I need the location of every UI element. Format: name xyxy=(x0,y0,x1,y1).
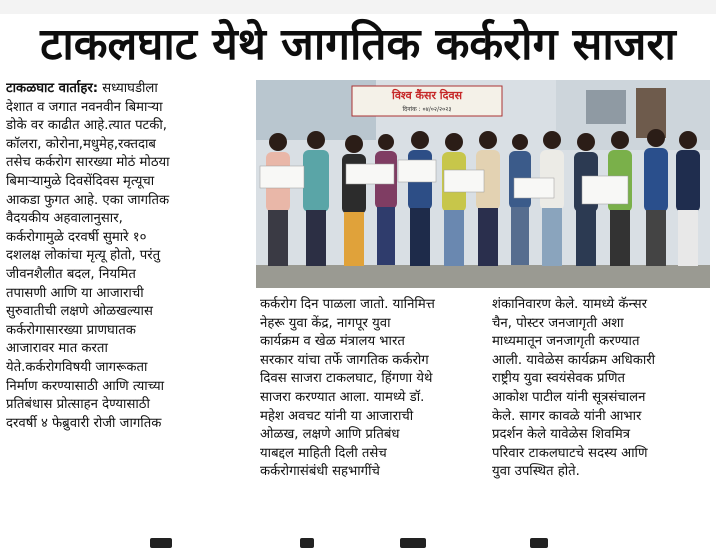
article-line: जीवनशैलीत बदल, नियमित xyxy=(6,266,136,282)
article-column-3 xyxy=(492,296,708,482)
article-line: देशात व जगात नवनवीन बिमाऱ्या xyxy=(6,99,163,115)
article-line: कर्करोगासारख्या प्राणघातक xyxy=(6,322,136,338)
article-line: साजरा करण्यात आला. यामध्ये डॉ. xyxy=(260,389,425,405)
banner-date: दिनांक : ०४/०२/२०२३ xyxy=(402,106,452,113)
article-line: महेश अवचट यांनी या आजाराची xyxy=(260,408,414,424)
headline: टाकलघाट येथे जागतिक कर्करोग साजरा xyxy=(40,19,676,70)
article-line: डोके वर काढीत आहे.त्यात पटकी, xyxy=(6,118,167,134)
article-line: प्रदर्शन केले यावेळेस शिवमित्र xyxy=(492,427,631,443)
article-line: दशलक्ष लोकांचा मृत्यू होतो, परंतु xyxy=(6,248,161,264)
dateline: टाकळघाट वार्ताहर: xyxy=(6,81,99,96)
article-line: दिवस साजरा टाकलघाट, हिंगणा येथे xyxy=(260,371,433,387)
banner-title: विश्व कैंसर दिवस xyxy=(391,89,463,102)
article-line: कार्यक्रम व खेळ मंत्रालय भारत xyxy=(260,334,405,350)
article-line: परिवार टाकलघाटचे सदस्य आणि xyxy=(492,445,648,461)
article-column-1 xyxy=(6,80,252,433)
article-line: वैदयकीय अहवालानुसार, xyxy=(6,211,123,227)
article-line: केले. सागर कावळे यांनी आभार xyxy=(492,408,642,424)
article-line: तसेच कर्करोग सारख्या मोठं मोठया xyxy=(6,155,170,171)
article-line: आली. यावेळेस कार्यक्रम अधिकारी xyxy=(492,352,656,368)
article-line: कर्करोगासंबंधी सहभागींचे xyxy=(260,464,380,480)
event-photo xyxy=(256,80,710,288)
article-line: येते.कर्करोगविषयी जागरूकता xyxy=(6,359,148,375)
article-line: युवा उपस्थित होते. xyxy=(492,464,580,480)
article-line: सरकार यांचा तर्फे जागतिक कर्करोग xyxy=(260,352,429,368)
article-line: कर्करोगामुळे दरवर्षी सुमारे १० xyxy=(6,229,147,245)
next-article-cutoff xyxy=(0,532,716,548)
article-line: कर्करोग दिन पाळला जातो. यानिमित्त xyxy=(260,297,435,312)
article-line: शंकानिवारण केले. यामध्ये कॅन्सर xyxy=(492,297,647,312)
article-line: निर्माण करण्यासाठी आणि त्याच्या xyxy=(6,378,165,394)
article-line: ओळख, लक्षणे आणि प्रतिबंध xyxy=(260,427,400,443)
article-line: दरवर्षी ४ फेब्रुवारी रोजी जागतिक xyxy=(6,415,162,431)
page-top-strip xyxy=(0,0,716,14)
article-line: नेहरू युवा केंद्र, नागपूर युवा xyxy=(260,315,391,331)
article-column-2 xyxy=(260,296,482,482)
article-line: आकडा फुगत आहे. एका जागतिक xyxy=(6,192,170,208)
article-line: टाकळघाट वार्ताहर: सध्याघडीला xyxy=(6,81,158,96)
article-line: तपासणी आणि या आजाराची xyxy=(6,285,144,301)
article-line: आजारावर मात करता xyxy=(6,341,108,357)
article-line: याबद्दल माहिती दिली तसेच xyxy=(260,445,387,461)
article-line: चैन, पोस्टर जनजागृती अशा xyxy=(492,315,624,331)
article-line: सुरुवातीची लक्षणे ओळखल्यास xyxy=(6,304,153,320)
article-line: बिमाऱ्यामुळे दिवसेंदिवस मृत्यूचा xyxy=(6,173,155,189)
article-line: कॉलरा, कोरोना,मधुमेह,रक्तदाब xyxy=(6,136,156,152)
article-line: प्रतिबंधास प्रोत्साहन देण्यासाठी xyxy=(6,397,150,413)
article-line: राष्ट्रीय युवा स्वयंसेवक प्रणित xyxy=(492,371,626,387)
article-line: आकोश पाटील यांनी सूत्रसंचालन xyxy=(492,389,646,405)
article-line: माध्यमातून जनजागृती करण्यात xyxy=(492,334,640,350)
